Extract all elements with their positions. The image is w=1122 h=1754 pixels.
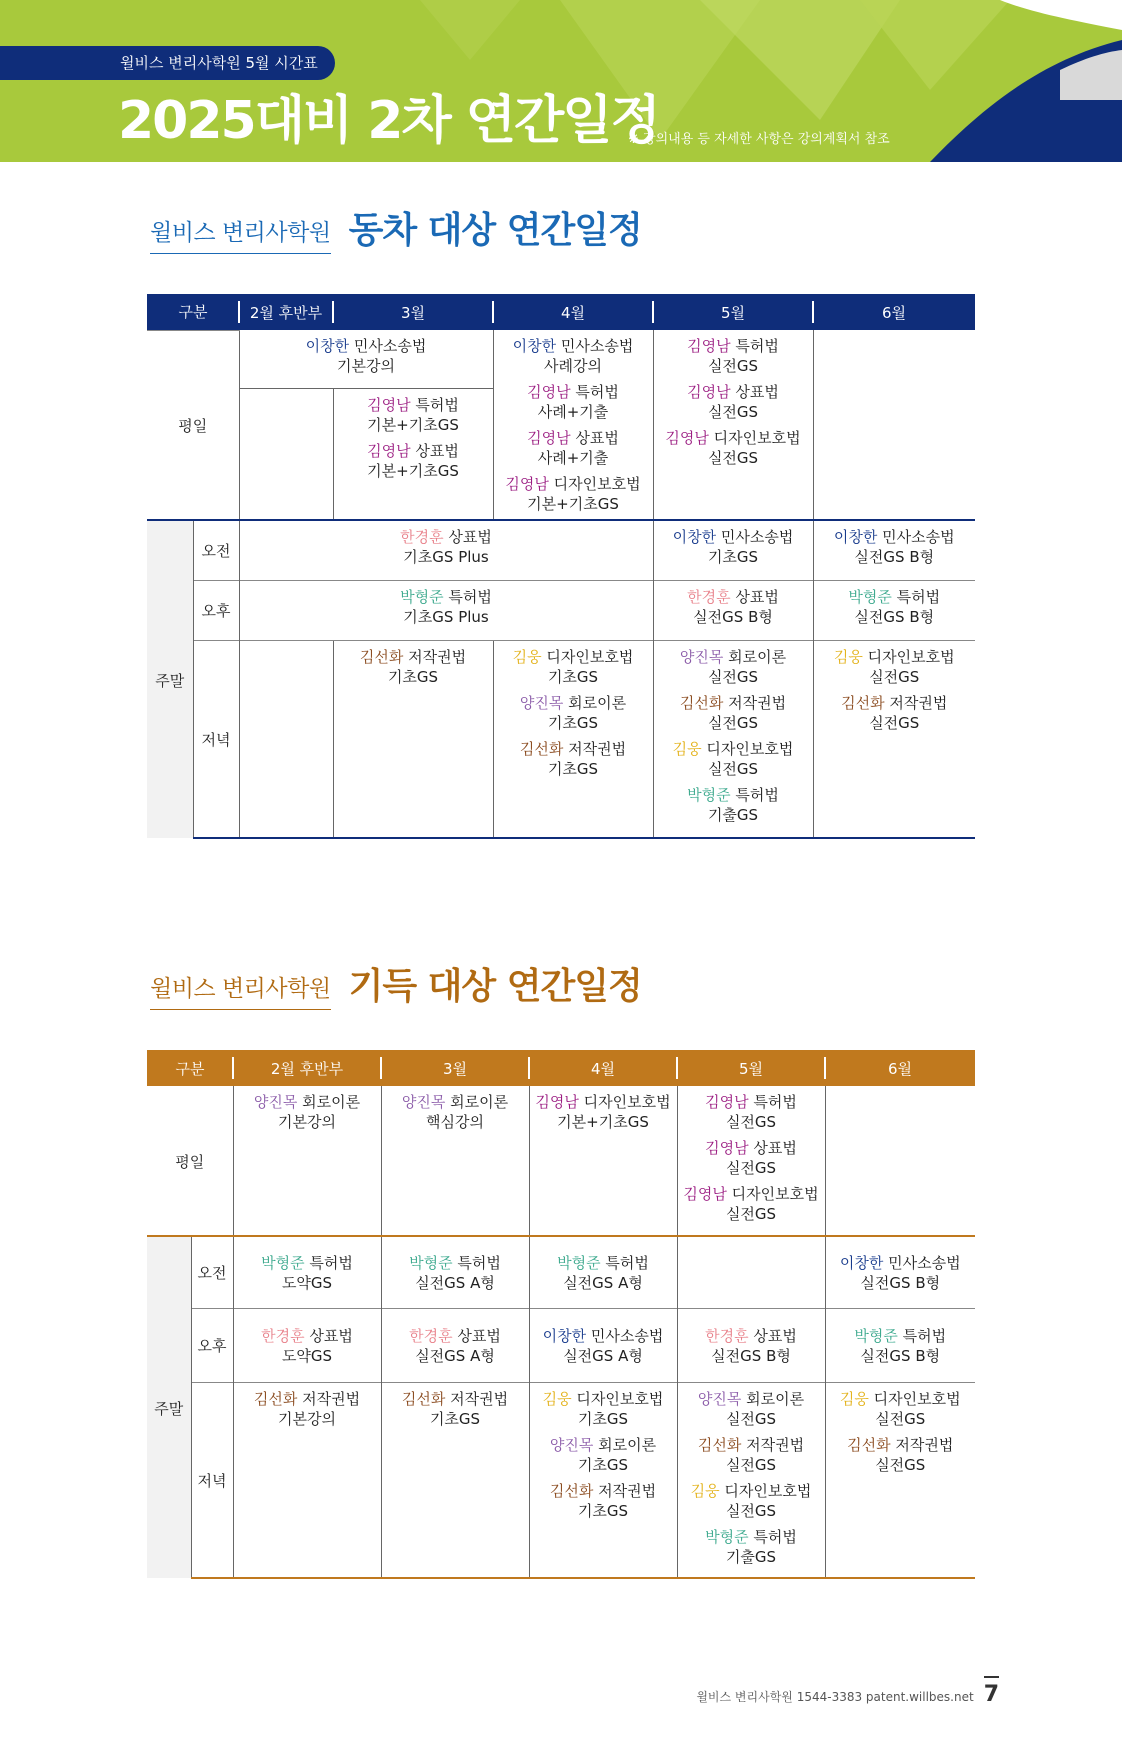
schedule-cell <box>529 1308 677 1382</box>
col-header: 4월 <box>529 1050 677 1086</box>
course-entry <box>336 647 491 687</box>
schedule-cell <box>529 1382 677 1578</box>
course-entry <box>828 1435 974 1475</box>
course-type: 실전GS <box>725 1159 777 1177</box>
course-subject: 민사소송법 <box>560 337 634 355</box>
schedule-cell <box>825 1236 975 1308</box>
schedule-cell <box>233 1086 381 1236</box>
course-entry <box>680 1389 823 1429</box>
course-entry <box>236 1389 379 1429</box>
course-type: 실전GS A형 <box>415 1347 495 1365</box>
section1-heading <box>150 208 642 254</box>
course-type: 실전GS <box>725 1409 777 1428</box>
course-subject: 상표법 <box>448 528 492 546</box>
course-type: 실전GS <box>725 1501 777 1520</box>
course-type: 실전GS <box>875 1409 926 1428</box>
course-entry <box>656 587 811 627</box>
instructor-name: 한경훈 <box>687 587 731 606</box>
course-type: 사례강의 <box>544 357 602 375</box>
course-entry <box>532 1389 675 1429</box>
col-header: 2월 후반부 <box>233 1050 381 1086</box>
row-label-weekday: 평일 <box>147 330 239 520</box>
course-subject: 저작권법 <box>746 1435 805 1454</box>
instructor-name: 이창한 <box>512 337 557 355</box>
section2-subtitle: 윌비스 변리사학원 <box>150 973 331 1010</box>
instructor-name: 김선화 <box>549 1481 594 1500</box>
schedule-cell <box>381 1086 529 1236</box>
course-entry <box>656 739 811 779</box>
course-type: 실전GS <box>707 449 759 467</box>
col-header: 5월 <box>653 294 813 330</box>
instructor-name: 김웅 <box>690 1481 720 1500</box>
col-header: 3월 <box>381 1050 529 1086</box>
course-entry <box>680 1138 823 1178</box>
course-entry <box>496 474 651 514</box>
course-type: 실전GS B형 <box>860 1274 941 1293</box>
course-subject: 디자인보호법 <box>706 739 794 758</box>
course-entry <box>680 1481 823 1521</box>
row-label-morning: 오전 <box>193 520 239 580</box>
schedule-cell <box>825 1308 975 1382</box>
section1-subtitle: 윌비스 변리사학원 <box>150 217 331 254</box>
instructor-name: 김웅 <box>542 1389 572 1408</box>
course-type: 기초GS <box>577 1455 629 1474</box>
page-number: 7 <box>984 1676 999 1706</box>
schedule-cell <box>529 1086 677 1236</box>
course-entry <box>496 739 651 779</box>
instructor-name: 이창한 <box>672 528 717 546</box>
course-entry <box>236 1253 379 1293</box>
instructor-name: 박형준 <box>687 785 731 804</box>
course-subject: 특허법 <box>448 587 492 606</box>
instructor-name: 김영남 <box>535 1093 579 1111</box>
instructor-name: 김영남 <box>367 441 411 460</box>
row-label-evening: 저녁 <box>191 1382 233 1578</box>
course-subject: 민사소송법 <box>590 1327 664 1345</box>
course-type: 실전GS <box>869 667 920 686</box>
schedule-cell <box>825 1382 975 1578</box>
course-subject: 특허법 <box>735 785 779 804</box>
course-entry <box>336 395 491 435</box>
course-type: 기초GS <box>707 548 759 566</box>
table-row <box>147 640 975 838</box>
instructor-name: 박형준 <box>854 1327 898 1345</box>
row-label-evening: 저녁 <box>193 640 239 838</box>
course-type: 기초GS <box>387 667 439 686</box>
instructor-name: 김영남 <box>705 1093 749 1111</box>
header-badge: 윌비스 변리사학원 5월 시간표 <box>0 46 335 80</box>
course-subject: 회로이론 <box>568 693 627 712</box>
course-entry <box>680 1092 823 1132</box>
course-subject: 민사소송법 <box>720 528 794 546</box>
instructor-name: 김웅 <box>839 1389 869 1408</box>
course-subject: 특허법 <box>902 1327 947 1345</box>
course-type: 실전GS B형 <box>711 1347 791 1365</box>
course-subject: 저작권법 <box>302 1389 361 1408</box>
course-type: 사례+기출 <box>537 449 609 467</box>
schedule-cell <box>233 1382 381 1578</box>
course-type: 기본+기초GS <box>367 461 459 480</box>
course-subject: 민사소송법 <box>882 528 955 546</box>
course-subject: 특허법 <box>575 383 619 401</box>
course-subject: 상표법 <box>735 383 779 401</box>
course-entry <box>384 1389 527 1429</box>
instructor-name: 이창한 <box>833 528 878 546</box>
col-header: 2월 후반부 <box>239 294 333 330</box>
instructor-name: 한경훈 <box>261 1327 305 1345</box>
instructor-name: 김영남 <box>527 383 571 401</box>
section2-header-row <box>147 1050 975 1086</box>
header-note: ※ 강의내용 등 자세한 사항은 강의계획서 참조 <box>628 132 890 147</box>
course-subject: 상표법 <box>309 1327 353 1345</box>
course-subject: 특허법 <box>457 1254 501 1273</box>
course-type: 실전GS A형 <box>415 1274 495 1293</box>
course-type: 기초GS Plus <box>403 548 489 566</box>
schedule-cell <box>653 580 813 640</box>
course-entry <box>496 336 651 376</box>
course-subject: 디자인보호법 <box>867 647 955 666</box>
course-entry <box>680 1184 823 1224</box>
table-row <box>147 1382 975 1578</box>
course-entry <box>496 382 651 422</box>
page-title: 2025대비 2차 연간일정 <box>118 91 659 151</box>
course-type: 실전GS B형 <box>693 607 773 626</box>
course-entry <box>828 1389 974 1429</box>
course-subject: 디자인보호법 <box>546 647 634 666</box>
instructor-name: 김웅 <box>512 647 542 666</box>
course-subject: 디자인보호법 <box>731 1185 819 1203</box>
table-row <box>147 580 975 640</box>
instructor-name: 김영남 <box>687 337 731 355</box>
course-subject: 저작권법 <box>728 693 787 712</box>
instructor-name: 박형준 <box>557 1254 601 1273</box>
course-type: 실전GS <box>725 1455 777 1474</box>
instructor-name: 박형준 <box>409 1254 453 1273</box>
course-subject: 특허법 <box>605 1254 649 1273</box>
schedule-cell <box>233 1308 381 1382</box>
instructor-name: 김영남 <box>367 395 411 414</box>
course-entry <box>242 587 651 627</box>
course-type: 사례+기출 <box>537 403 609 421</box>
course-entry <box>828 1253 974 1293</box>
section2-title: 기득 대상 연간일정 <box>348 966 642 1007</box>
course-entry <box>816 587 974 627</box>
course-entry <box>828 1326 974 1366</box>
course-entry <box>680 1527 823 1567</box>
instructor-name: 김선화 <box>519 739 564 758</box>
course-entry <box>496 693 651 733</box>
instructor-name: 이창한 <box>542 1327 587 1345</box>
course-entry <box>236 1092 379 1132</box>
instructor-name: 박형준 <box>400 587 444 606</box>
instructor-name: 한경훈 <box>409 1327 453 1345</box>
course-entry <box>656 527 811 567</box>
course-subject: 디자인보호법 <box>724 1481 812 1500</box>
course-entry <box>656 428 811 468</box>
course-type: 기출GS <box>707 805 759 824</box>
course-type: 실전GS B형 <box>854 607 935 626</box>
instructor-name: 박형준 <box>261 1254 305 1273</box>
table-row <box>147 520 975 580</box>
schedule-cell <box>233 1236 381 1308</box>
course-entry <box>656 647 811 687</box>
course-type: 실전GS A형 <box>563 1347 643 1365</box>
course-type: 기초GS <box>577 1409 629 1428</box>
course-entry <box>680 1435 823 1475</box>
course-type: 실전GS B형 <box>860 1347 941 1365</box>
course-subject: 상표법 <box>753 1139 797 1157</box>
course-subject: 민사소송법 <box>353 337 427 355</box>
course-entry <box>816 527 974 567</box>
course-type: 기본강의 <box>278 1113 336 1131</box>
course-type: 기초GS <box>547 667 599 686</box>
table-row <box>147 1236 975 1308</box>
course-type: 도약GS <box>281 1274 333 1293</box>
schedule-cell <box>825 1086 975 1236</box>
course-subject: 저작권법 <box>568 739 627 758</box>
course-subject: 디자인보호법 <box>873 1389 961 1408</box>
course-entry <box>496 428 651 468</box>
course-entry <box>242 527 651 567</box>
course-type: 실전GS <box>725 1113 777 1131</box>
schedule-cell <box>239 580 653 640</box>
instructor-name: 김영남 <box>705 1139 749 1157</box>
col-header: 6월 <box>825 1050 975 1086</box>
col-header: 6월 <box>813 294 975 330</box>
schedule-cell <box>813 330 975 520</box>
schedule-cell <box>653 520 813 580</box>
instructor-name: 한경훈 <box>400 528 444 546</box>
course-subject: 디자인보호법 <box>576 1389 664 1408</box>
course-subject: 상표법 <box>575 429 619 447</box>
course-type: 기초GS <box>577 1501 629 1520</box>
course-entry <box>656 336 811 376</box>
course-subject: 특허법 <box>896 587 941 606</box>
course-entry <box>242 336 491 376</box>
course-subject: 민사소송법 <box>888 1254 961 1273</box>
schedule-cell <box>677 1308 825 1382</box>
course-type: 기출GS <box>725 1547 777 1566</box>
course-type: 기본+기초GS <box>367 415 459 434</box>
course-subject: 저작권법 <box>895 1435 954 1454</box>
instructor-name: 한경훈 <box>705 1327 749 1345</box>
course-subject: 저작권법 <box>450 1389 509 1408</box>
instructor-name: 김영남 <box>687 383 731 401</box>
instructor-name: 김선화 <box>253 1389 298 1408</box>
row-label-morning: 오전 <box>191 1236 233 1308</box>
instructor-name: 김영남 <box>665 429 709 447</box>
schedule-cell <box>239 388 333 520</box>
instructor-name: 박형준 <box>705 1527 749 1546</box>
course-subject: 회로이론 <box>302 1093 361 1111</box>
course-type: 기본강의 <box>337 357 395 375</box>
col-header: 4월 <box>493 294 653 330</box>
col-header: 3월 <box>333 294 493 330</box>
schedule-cell <box>677 1086 825 1236</box>
course-subject: 특허법 <box>753 1093 797 1111</box>
row-label-weekday: 평일 <box>147 1086 233 1236</box>
course-type: 기본강의 <box>278 1409 336 1428</box>
instructor-name: 이창한 <box>305 337 350 355</box>
instructor-name: 박형준 <box>848 587 892 606</box>
course-entry <box>532 1326 675 1366</box>
table-row <box>147 1308 975 1382</box>
footer <box>696 1676 999 1706</box>
schedule-cell <box>381 1308 529 1382</box>
course-entry <box>532 1435 675 1475</box>
course-entry <box>656 785 811 825</box>
course-subject: 저작권법 <box>598 1481 657 1500</box>
section1-header-row <box>147 294 975 330</box>
course-subject: 특허법 <box>309 1254 353 1273</box>
instructor-name: 김선화 <box>697 1435 742 1454</box>
course-entry <box>236 1326 379 1366</box>
course-entry <box>816 647 974 687</box>
instructor-name: 김웅 <box>833 647 863 666</box>
course-entry <box>384 1253 527 1293</box>
course-type: 기초GS <box>547 713 599 732</box>
instructor-name: 김선화 <box>359 647 404 666</box>
header-banner <box>0 0 1122 162</box>
section2-heading <box>150 964 642 1010</box>
table-row <box>147 330 975 388</box>
course-type: 기초GS <box>547 759 599 778</box>
row-label-weekend: 주말 <box>147 520 193 838</box>
course-entry <box>656 693 811 733</box>
schedule-cell <box>653 330 813 520</box>
schedule-cell <box>381 1236 529 1308</box>
course-subject: 회로이론 <box>746 1389 805 1408</box>
instructor-name: 김영남 <box>505 475 549 493</box>
course-entry <box>384 1326 527 1366</box>
course-entry <box>532 1253 675 1293</box>
schedule-cell <box>239 520 653 580</box>
schedule-cell <box>333 640 493 838</box>
row-label-weekend: 주말 <box>147 1236 191 1578</box>
course-type: 기본+기초GS <box>557 1113 649 1131</box>
schedule-cell <box>653 640 813 838</box>
course-subject: 상표법 <box>735 587 779 606</box>
course-subject: 디자인보호법 <box>583 1093 671 1111</box>
instructor-name: 김영남 <box>683 1185 727 1203</box>
schedule-cell <box>529 1236 677 1308</box>
course-type: 기초GS Plus <box>403 607 489 626</box>
course-type: 실전GS <box>875 1455 926 1474</box>
course-entry <box>532 1092 675 1132</box>
instructor-name: 김선화 <box>679 693 724 712</box>
course-subject: 디자인보호법 <box>553 475 641 493</box>
course-subject: 특허법 <box>415 395 459 414</box>
course-entry <box>384 1092 527 1132</box>
course-type: 실전GS B형 <box>854 548 935 566</box>
course-entry <box>532 1481 675 1521</box>
section1-title: 동차 대상 연간일정 <box>348 210 642 251</box>
instructor-name: 양진목 <box>679 647 724 666</box>
course-type: 실전GS <box>707 403 759 421</box>
instructor-name: 김선화 <box>401 1389 446 1408</box>
course-subject: 상표법 <box>457 1327 501 1345</box>
schedule-cell <box>677 1236 825 1308</box>
instructor-name: 양진목 <box>401 1093 446 1111</box>
course-subject: 상표법 <box>753 1327 797 1345</box>
section2-table <box>147 1050 975 1579</box>
schedule-cell <box>813 520 975 580</box>
instructor-name: 이창한 <box>839 1254 884 1273</box>
instructor-name: 양진목 <box>519 693 564 712</box>
instructor-name: 양진목 <box>697 1389 742 1408</box>
course-subject: 회로이론 <box>728 647 787 666</box>
course-entry <box>816 693 974 733</box>
schedule-cell <box>239 640 333 838</box>
schedule-cell <box>813 580 975 640</box>
schedule-cell <box>677 1382 825 1578</box>
row-label-afternoon: 오후 <box>191 1308 233 1382</box>
schedule-cell <box>333 388 493 520</box>
footer-text: 윌비스 변리사학원 1544-3383 patent.willbes.net <box>696 1690 974 1704</box>
schedule-cell <box>239 330 493 388</box>
course-subject: 상표법 <box>415 441 459 460</box>
instructor-name: 양진목 <box>253 1093 298 1111</box>
section1-table <box>147 294 975 839</box>
instructor-name: 양진목 <box>549 1435 594 1454</box>
schedule-cell <box>813 640 975 838</box>
schedule-cell <box>493 330 653 520</box>
course-entry <box>656 382 811 422</box>
instructor-name: 김선화 <box>847 1435 891 1454</box>
course-type: 실전GS <box>725 1205 777 1223</box>
course-subject: 회로이론 <box>598 1435 657 1454</box>
course-type: 실전GS <box>707 759 759 778</box>
course-entry <box>680 1326 823 1366</box>
course-subject: 특허법 <box>753 1527 797 1546</box>
course-type: 실전GS A형 <box>563 1274 643 1293</box>
table-row <box>147 1086 975 1236</box>
instructor-name: 김웅 <box>672 739 702 758</box>
schedule-cell <box>493 640 653 838</box>
course-type: 기초GS <box>429 1409 481 1428</box>
instructor-name: 김영남 <box>527 429 571 447</box>
course-type: 기본+기초GS <box>527 495 619 513</box>
instructor-name: 김선화 <box>841 693 885 712</box>
col-header: 5월 <box>677 1050 825 1086</box>
course-type: 핵심강의 <box>426 1113 484 1131</box>
schedule-cell <box>381 1382 529 1578</box>
course-subject: 특허법 <box>735 337 779 355</box>
course-subject: 디자인보호법 <box>713 429 801 447</box>
col-header: 구분 <box>175 1059 205 1078</box>
course-type: 실전GS <box>869 713 920 732</box>
course-subject: 회로이론 <box>450 1093 509 1111</box>
course-entry <box>336 441 491 481</box>
row-label-afternoon: 오후 <box>193 580 239 640</box>
course-type: 실전GS <box>707 713 759 732</box>
course-type: 실전GS <box>707 667 759 686</box>
course-entry <box>496 647 651 687</box>
course-subject: 저작권법 <box>889 693 948 712</box>
course-subject: 저작권법 <box>408 647 467 666</box>
col-header: 구분 <box>178 303 208 322</box>
course-type: 실전GS <box>707 357 759 375</box>
course-type: 도약GS <box>281 1347 333 1365</box>
